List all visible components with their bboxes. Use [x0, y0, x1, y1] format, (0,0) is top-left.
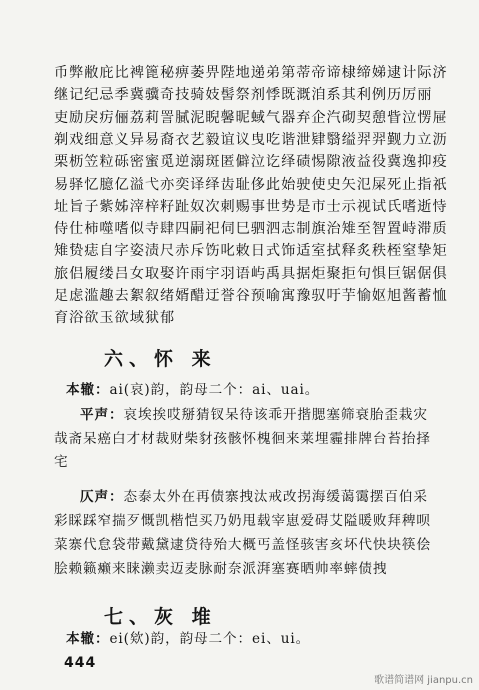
- character-line: 继记纪忌季冀骥奇技骑妓髻祭剂悸既溉洎系其利例历厉丽: [54, 87, 433, 104]
- rhyme-label: 本辙：: [66, 382, 110, 398]
- rhyme-text: ai(哀)韵，韵母二个：ai、uai。: [109, 382, 320, 398]
- ping-line-1: [80, 406, 428, 424]
- section-7-rhyme-line: [66, 630, 310, 648]
- ze-line-4: 脍赖籁癞来睐濑卖迈麦脉耐奈派湃塞赛晒帅率蟀债拽: [54, 561, 388, 577]
- ping-text-1: 哀埃挨哎掰猜钗呆待该乖开揩腮塞筛衰胎歪栽灾: [123, 407, 428, 423]
- character-line: 侍仕柿噬嗜似寺肆四嗣祀伺巳驷泗志制旗治雉至智置峙滞质: [54, 221, 448, 238]
- ping-line-3: 宅: [54, 454, 69, 470]
- page-number: 444: [64, 655, 97, 671]
- ping-line-2: 哉斋呆癌白才材裁财柴豺孩骸怀槐徊来莱埋霾排牌台苔抬择: [54, 431, 431, 447]
- character-line: 育浴欲玉欲域狱郁: [54, 310, 176, 327]
- ze-line-3: 菜寨代怠袋带戴黛逮贷待殆大概丐盖怪骇害亥坏代快块筷侩: [54, 537, 431, 553]
- character-line: 剃戏细意义异易裔衣艺毅谊议曳吃谐泄肄翳缢羿羿觐力立沥: [54, 131, 448, 148]
- ping-label: 平声：: [80, 407, 124, 423]
- ze-line-2: 彩睬踩窄揣歹慨凯楷恺买乃奶甩载宰崽爱碍艾隘暖败拜稗呗: [54, 513, 431, 529]
- character-line: 足虑滥趣去絮叙绪婿醋迂誉谷预喻寓豫驭吁芋愉妪旭酱蓄恤: [54, 288, 448, 304]
- watermark: 歌谱简谱网 jianpu.cn: [374, 675, 473, 686]
- character-line: 址旨子紫姊滓梓籽趾奴次刺赐事世势是市士示视试氏嗜逝恃: [54, 198, 448, 215]
- character-line: 易驿忆臆亿溢弋亦奕译绎齿耻侈此始驶使史矢氾屎死止指祇: [54, 176, 448, 193]
- character-line: 旅侣履缕吕女取娶许雨宇羽语屿禹具据炬聚拒句惧巨锯倨俱: [54, 265, 448, 282]
- character-line: 吏励戾疠俪荔莉詈膩泥睨馨昵蜮气器弃企汽砌契憩眥泣愣屉: [54, 109, 448, 126]
- character-line: 雉贽痣自字姿渍尺赤斥饬叱敕日式饰适室拭释炙秩桎窒挚矩: [54, 243, 448, 260]
- ze-line-1: [80, 488, 428, 506]
- section-7-heading: 七、灰 堆: [104, 606, 217, 628]
- rhyme-label: 本辙：: [66, 631, 110, 647]
- character-line: 栗枥笠粒砾密蜜觅逆溺斑匿僻泣讫绎碛惕隙液益役冀逸抑疫: [54, 154, 448, 171]
- section-6-rhyme-line: [66, 381, 319, 399]
- ze-label: 仄声：: [80, 489, 124, 505]
- character-line: 币弊敝庇比裨篦秘痹萎畀陛地递弟第蒂帝谛棣缔娣逮计际济: [54, 65, 448, 81]
- ze-text-1: 态泰太外在再债寨拽汰戒改拐海缓蔼霭摆百伯采: [123, 489, 428, 505]
- section-6-heading: 六、怀 来: [104, 348, 217, 370]
- rhyme-text: ei(欸)韵，韵母二个：ei、ui。: [109, 631, 311, 647]
